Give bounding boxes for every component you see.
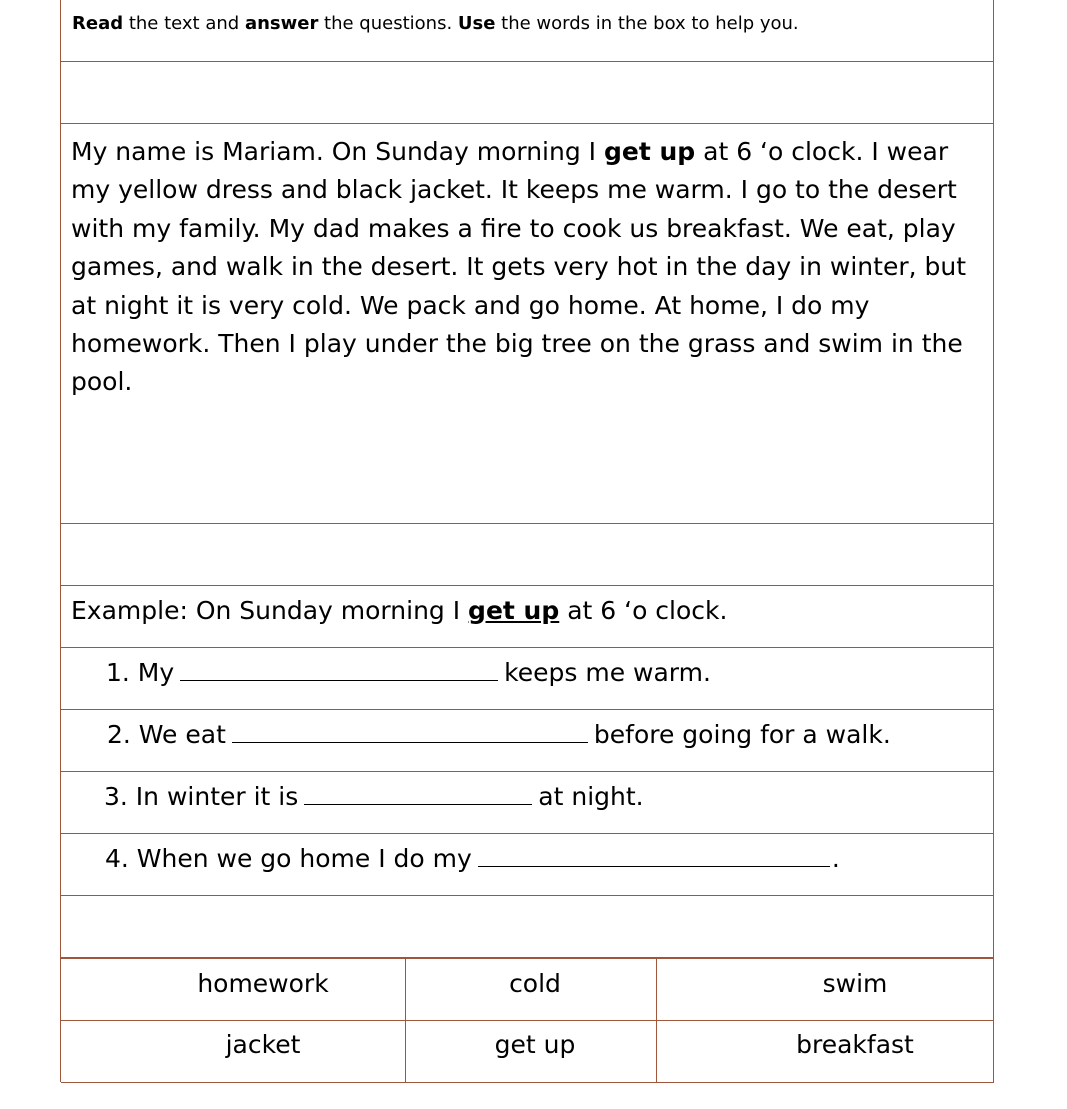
word-box-cell: [406, 959, 657, 1021]
answer-blank-2[interactable]: [232, 720, 588, 743]
word-box: [60, 958, 994, 1082]
word-homework: homework: [197, 969, 329, 998]
question-2-text: 2. We eat: [107, 720, 226, 749]
spacer-row: [60, 62, 994, 124]
answer-blank-4[interactable]: [478, 844, 830, 867]
instructions: [60, 0, 994, 62]
question-4-text: 4. When we go home I do my: [105, 844, 472, 873]
example-post: at 6 ‘o clock.: [559, 596, 728, 625]
question-3-text: 3. In winter it is: [104, 782, 299, 811]
word-box-cell: [61, 1021, 406, 1083]
word-box-cell: [657, 1021, 994, 1083]
question-2-end: before going for a walk.: [593, 720, 891, 749]
spacer-row: [60, 524, 994, 586]
word-swim: swim: [822, 969, 888, 998]
answer-blank-1[interactable]: [180, 658, 498, 681]
word-cold: cold: [509, 969, 561, 998]
word-get-up: get up: [494, 1030, 576, 1059]
reading-passage: [60, 124, 994, 524]
passage-text-2: at 6 ‘o clock. I wear my yellow dress and black jacket. It keeps me warm. I go to the desert with my family. My dad makes a fire to cook us breakfast. We eat, play games, and walk in the desert. It gets very hot in the day in winter, but at night it is very cold. We pack and go home. At home, I do my homework. Then I play under the big tree on the grass and swim in the pool.: [71, 137, 967, 397]
question-1-end: keeps me warm.: [504, 658, 711, 687]
instr-use: Use: [457, 13, 496, 34]
passage-bold-getup: get up: [603, 137, 696, 166]
instr-read: Read: [72, 13, 124, 34]
question-row: [60, 710, 994, 772]
word-box-cell: [61, 959, 406, 1021]
question-row: [60, 648, 994, 710]
instr-text-2: the questions.: [318, 13, 458, 34]
instr-text-3: the words in the box to help you.: [495, 13, 799, 34]
instr-answer: answer: [244, 13, 319, 34]
example-row: [60, 586, 994, 648]
question-1-text: 1. My: [106, 658, 175, 687]
word-box-cell: [657, 959, 994, 1021]
word-jacket: jacket: [225, 1030, 301, 1059]
word-box-cell: [406, 1021, 657, 1083]
word-breakfast: breakfast: [796, 1030, 914, 1059]
example-pre: Example: On Sunday morning I: [71, 596, 469, 625]
spacer-row: [60, 896, 994, 958]
answer-blank-3[interactable]: [304, 782, 532, 805]
passage-text-1: My name is Mariam. On Sunday morning I: [71, 137, 604, 166]
question-row: [60, 772, 994, 834]
instr-text-1: the text and: [123, 13, 245, 34]
question-4-end: .: [831, 844, 840, 873]
question-3-end: at night.: [538, 782, 644, 811]
example-answer: get up: [468, 596, 560, 625]
question-row: [60, 834, 994, 896]
